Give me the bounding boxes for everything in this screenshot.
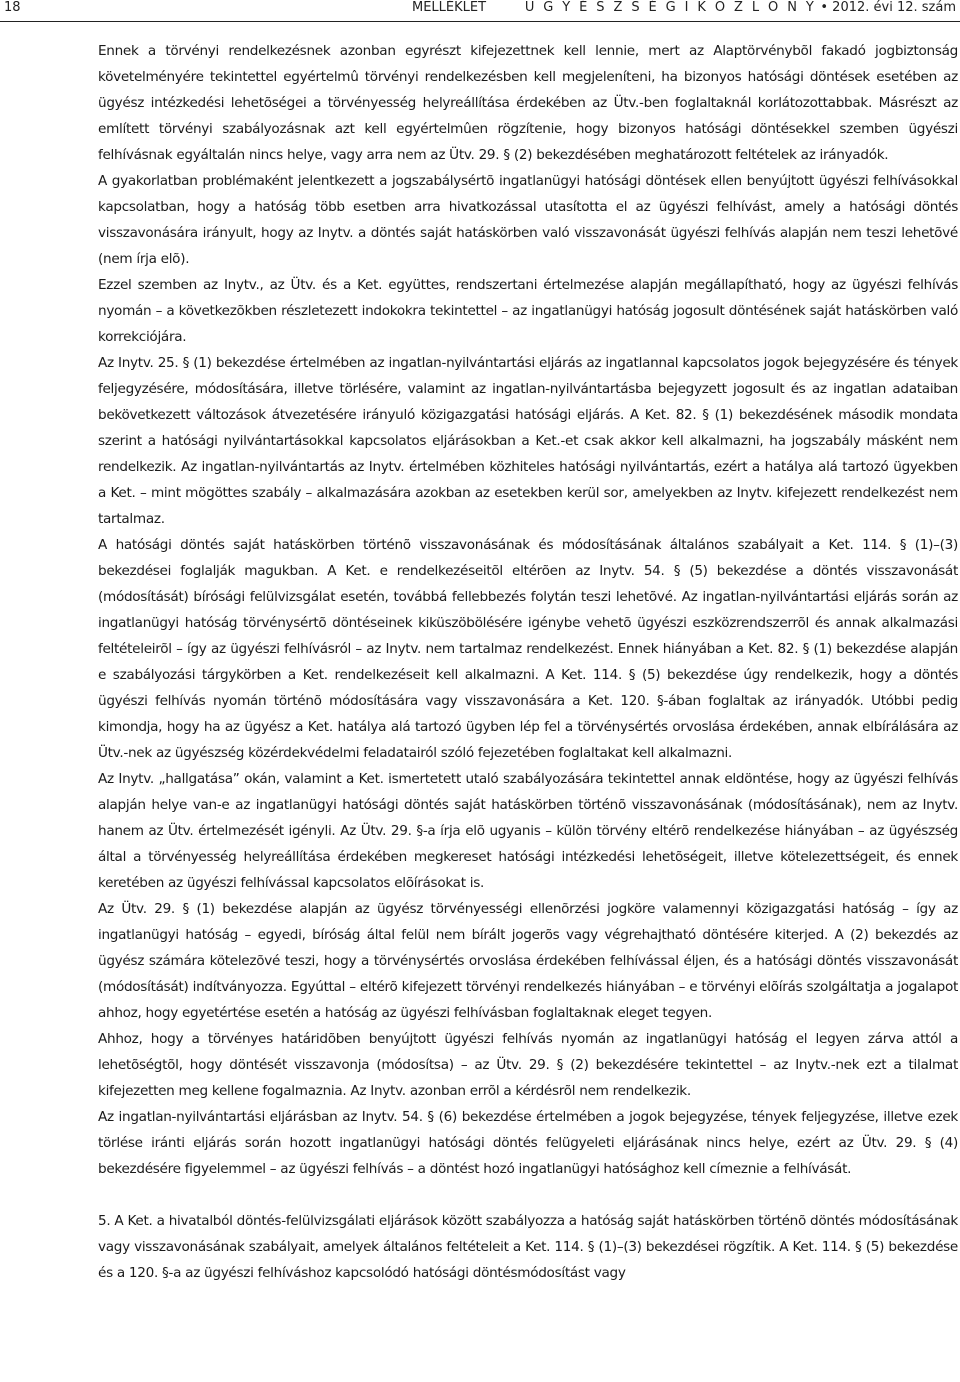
header-rule xyxy=(0,21,960,22)
journal-title: Ü G Y É S Z S É G I K Ö Z L Ö N Y xyxy=(524,0,817,15)
paragraph: Az ingatlan-nyilvántartási eljárásban az Inytv. 54. § (6) bekezdése értelmében a jogok bejegyzése, tények feljegyzése, illetve ezek törlése iránti eljárás során hozott ingatlanügyi hatósági döntés felügyeleti eljárásának nincs helye, ezért az Ütv. 29. § (4) bekezdésére figyelemmel – az ügyészi felhívás – a döntést hozó ingatlanügyi hatósághoz kell címeznie a felhívását. xyxy=(98,1109,958,1177)
paragraph: Ahhoz, hogy a törvényes határidõben benyújtott ügyészi felhívás nyomán az ingatlanügyi hatóság el legyen zárva attól a lehetõségtõl, hogy döntését visszavonja (módosítsa) – az Ütv. 29. § (2) bekezdésére tekintettel – az Inytv.-nek ezt a tilalmat kifejezetten meg kellene fogalmaznia. Az Inytv. azonban errõl a kérdésrõl nem rendelkezik. xyxy=(98,1031,958,1099)
page-number: 18 xyxy=(4,0,21,15)
section-label: MELLÉKLET xyxy=(412,0,487,15)
paragraph: 5. A Ket. a hivatalból döntés-felülvizsgálati eljárások között szabályozza a hatóság saját hatáskörben történõ döntés módosításának vagy visszavonásának szabályait, amelyek általános feltételeit a Ket. 114. § (1)–(3) bekezdései rögzítik. A Ket. 114. § (5) bekezdése és a 120. §-a az ügyészi felhíváshoz kapcsolódó hatósági döntésmódosítást vagy xyxy=(98,1213,958,1281)
issue-label: 2012. évi 12. szám xyxy=(832,0,956,15)
paragraph: Az Ütv. 29. § (1) bekezdése alapján az ügyész törvényességi ellenõrzési jogköre valamennyi közigazgatási hatóság – így az ingatlanügyi hatóság – egyedi, bíróság által felül nem bírált jogerõs vagy végrehajtható döntésére kiterjed. A (2) bekezdés az ügyész számára kötelezõvé teszi, hogy a törvénysértés orvoslása érdekében felhívással éljen, és a hatósági döntés visszavonását (módosítását) indítványozza. Egyúttal – eltérõ kifejezett törvényi rendelkezés hiányában – e törvényi elõírás szolgáltatja a jogalapot ahhoz, hogy egyetértése esetén a hatóság az ügyészi felhívásban foglaltaknak eleget tegyen. xyxy=(98,901,958,1021)
paragraph: Az Inytv. „hallgatása” okán, valamint a Ket. ismertetett utaló szabályozására tekintettel annak eldöntése, hogy az ügyészi felhívás alapján helye van-e az ingatlanügyi hatósági döntés saját hatáskörben történõ visszavonásának (módosításának), nem az Inytv. hanem az Ütv. értelmezését igényli. Az Ütv. 29. §-a írja elõ ugyanis – külön törvény eltérõ rendelkezése hiányában – az ügyészség által a törvényesség helyreállítása érdekében megkereset hatósági intézkedési lehetõségeit, illetve kötelezettségeit, és ennek keretében az ügyészi felhívással kapcsolatos elõírásokat is. xyxy=(98,771,958,891)
journal-info: Ü G Y É S Z S É G I K Ö Z L Ö N Y • 2012. évi 12. szám xyxy=(524,0,956,15)
paragraph: Ezzel szemben az Inytv., az Ütv. és a Ket. együttes, rendszertani értelmezése alapján megállapítható, hogy az ügyészi felhívás nyomán – a következõkben részletezett indokokra tekintettel – az ingatlanügyi hatóság jogosult döntésének saját hatáskörben való korrekciójára. xyxy=(98,277,958,345)
paragraph: A hatósági döntés saját hatáskörben történõ visszavonásának és módosításának általános szabályait a Ket. 114. § (1)–(3) bekezdései foglalják magukban. A Ket. e rendelkezéseitõl eltérõen az Inytv. 54. § (5) bekezdése a döntés visszavonását (módosítását) bírósági felülvizsgálat esetén, továbbá fellebbezés folytán teszi lehetõvé. Az ingatlan-nyilvántartási eljárás során az ingatlanügyi hatóság törvénysértõ döntéseinek kiküszöbölésére igénybe vehetõ ügyészi eszközrendszerrõl és annak alkalmazási feltételeirõl – így az ügyészi felhívásról – az Inytv. nem tartalmaz rendelkezést. Ennek hiányában a Ket. 82. § (1) bekezdése alapján e szabályozási tárgykörben a Ket. rendelkezéseit kell alkalmazni. A Ket. 114. § (5) bekezdése úgy rendelkezik, hogy a döntés ügyészi felhívás nyomán történõ módosítására vagy visszavonására a Ket. 120. §-ában foglaltak az irányadók. Utóbbi pedig kimondja, hogy ha az ügyész a Ket. hatálya alá tartozó ügyben lép fel a törvénysértés orvoslása érdekében, annak elbírálására az Ütv.-nek az ügyészség közérdekvédelmi feladatairól szóló fejezetében foglaltakat kell alkalmazni. xyxy=(98,537,958,761)
paragraph: A gyakorlatban problémaként jelentkezett a jogszabálysértõ ingatlanügyi hatósági döntések ellen benyújtott ügyészi felhívásokkal kapcsolatban, hogy a hatóság több esetben arra hivatkozással utasította el az ügyészi felhívást, amely a hatósági döntés visszavonására irányult, hogy az Inytv. a döntés saját hatáskörben való visszavonását ügyészi felhívás alapján nem teszi lehetõvé (nem írja elõ). xyxy=(98,173,958,267)
paragraph: Az Inytv. 25. § (1) bekezdése értelmében az ingatlan-nyilvántartási eljárás az ingatlannal kapcsolatos jogok bejegyzésére és tények feljegyzésére, módosítására, illetve törlésére, valamint az ingatlan-nyilvántartásba bejegyzett jogosult és az ingatlan adataiban bekövetkezett változások átvezetésére irányuló közigazgatási hatósági eljárás. A Ket. 82. § (1) bekezdésének második mondata szerint a hatósági nyilvántartásokkal kapcsolatos eljárásokban a Ket.-et csak akkor kell alkalmazni, ha jogszabály másként nem rendelkezik. Az ingatlan-nyilvántartás az Inytv. értelmében közhiteles hatósági nyilvántartás, ezért a hatálya alá tartozó ügyekben a Ket. – mint mögöttes szabály – alkalmazására azokban az esetekben kerül sor, amelyekben az Inytv. kifejezett rendelkezést nem tartalmaz. xyxy=(98,355,958,527)
paragraph: Ennek a törvényi rendelkezésnek azonban egyrészt kifejezettnek kell lennie, mert az Alaptörvénybõl fakadó jogbiztonság követelményére tekintettel egyértelmû törvényi rendelkezésben kell megjeleníteni, ha bizonyos hatósági döntések esetében az ügyész intézkedési lehetõségei a törvényesség helyreállítása érdekében az Ütv.-ben foglaltaknál korlátozottabbak. Másrészt az említett törvényi szabályozásnak azt kell egyértelmûen rögzítenie, hogy bizonyos hatósági döntésekkel szemben ügyészi felhívásnak egyáltalán nincs helye, vagy arra nem az Ütv. 29. § (2) bekezdésében meghatározott feltételek az irányadók. xyxy=(98,43,958,163)
document-body xyxy=(98,38,958,1286)
